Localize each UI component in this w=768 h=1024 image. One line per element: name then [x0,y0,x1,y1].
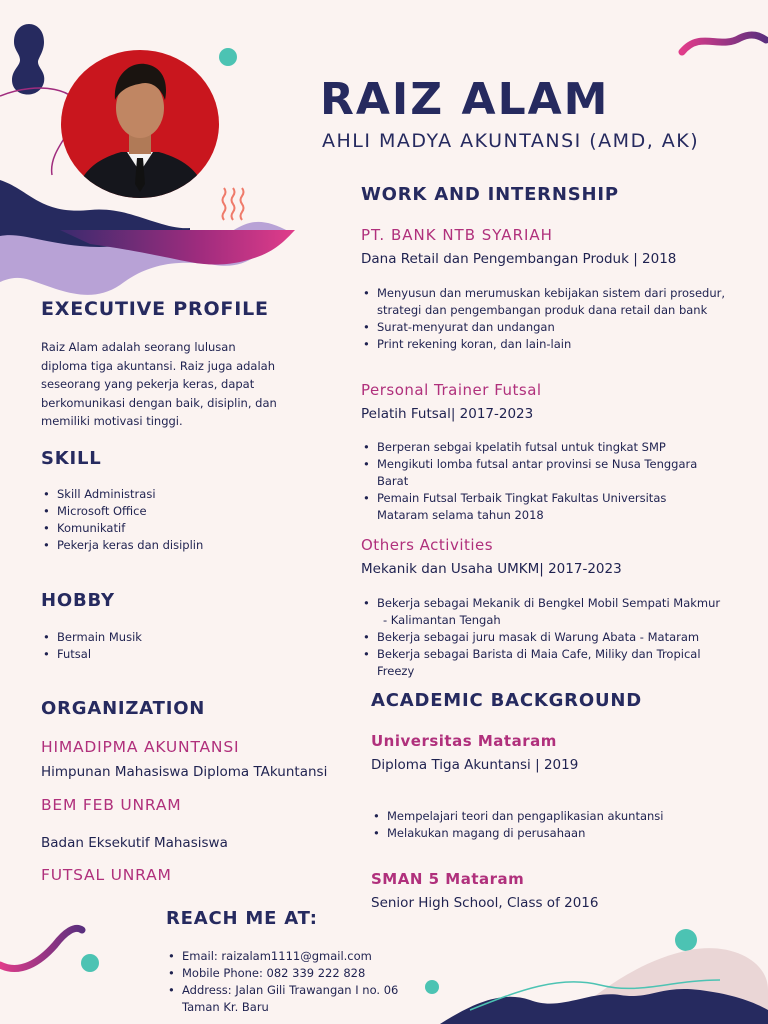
contact-list [166,948,398,999]
list-item-continuation: Freezy [377,664,415,678]
list-item: • Print rekening koran, dan lain-lain [361,336,725,353]
list-item: • Bekerja sebagai Mekanik di Bengkel Mobil Sempati Makmur [361,595,720,612]
school-detail: Diploma Tiga Akuntansi | 2019 [371,757,579,773]
coral-squiggles [223,188,244,220]
profile-heading: EXECUTIVE PROFILE [41,298,269,320]
contact-phone: • Mobile Phone: 082 339 222 828 [166,965,398,982]
list-item: • Futsal [41,646,142,663]
teal-dot-small [425,980,439,994]
org-desc: Badan Eksekutif Mahasiswa [41,835,228,851]
job-company: Personal Trainer Futsal [361,381,542,399]
org-name: FUTSAL UNRAM [41,866,172,884]
list-item: • Komunikatif [41,520,203,537]
profile-photo [61,50,219,198]
job-role: Pelatih Futsal| 2017-2023 [361,406,534,422]
list-item: • Berperan sebgai kpelatih futsal untuk tingkat SMP [361,439,697,456]
swirl-bottom-left [0,928,82,968]
profile-text [41,338,311,431]
list-item: • Pemain Futsal Terbaik Tingkat Fakultas Universitas [361,490,697,507]
school-detail: Senior High School, Class of 2016 [371,895,599,911]
job-bullets [361,595,720,680]
school-name: Universitas Mataram [371,732,557,750]
person-name: RAIZ ALAM [320,74,610,125]
job-bullets [361,439,697,524]
job-bullets [361,285,725,353]
job-company: PT. BANK NTB SYARIAH [361,226,553,244]
list-item: • Bermain Musik [41,629,142,646]
profile-line: berkomunikasi dengan baik, disiplin, dan [41,395,277,410]
profile-line: memiliki motivasi tinggi. [41,414,183,428]
contact-heading: REACH ME AT: [166,908,318,929]
teal-dot-top [219,48,237,66]
org-desc: Himpunan Mahasiswa Diploma TAkuntansi [41,764,328,780]
list-item: • Bekerja sebagai juru masak di Warung Abata - Mataram [361,629,720,646]
contact-address: • Address: Jalan Gili Trawangan I no. 06 [166,982,398,999]
list-item: • Menyusun dan merumuskan kebijakan sistem dari prosedur, [361,285,725,302]
job-company: Others Activities [361,536,494,554]
skill-list [41,486,203,554]
profile-line: seseorang yang pekerja keras, dapat [41,377,255,391]
list-item: • Melakukan magang di perusahaan [371,825,663,842]
swirl-top-right [682,35,766,52]
teal-dot-bottom-left [81,954,99,972]
school-bullets [371,808,663,842]
work-heading: WORK AND INTERNSHIP [361,184,619,205]
teal-dot-bottom-right [675,929,697,951]
list-item: • Skill Administrasi [41,486,203,503]
list-item-continuation: Barat [377,474,409,488]
profile-line: diploma tiga akuntansi. Raiz juga adalah [41,358,275,373]
org-name: BEM FEB UNRAM [41,796,182,814]
org-name: HIMADIPMA AKUNTANSI [41,738,240,756]
school-name: SMAN 5 Mataram [371,870,525,888]
list-item-continuation: - Kalimantan Tengah [383,613,501,627]
list-item: • Microsoft Office [41,503,203,520]
profile-line: Raiz Alam adalah seorang lulusan [41,340,236,354]
navy-blob-top-left [12,24,44,95]
person-title: AHLI MADYA AKUNTANSI (AMD, AK) [322,130,700,152]
person-silhouette [61,50,219,198]
skill-heading: SKILL [41,448,102,469]
academic-heading: ACADEMIC BACKGROUND [371,690,642,711]
list-item-continuation: Mataram selama tahun 2018 [377,508,544,522]
list-item: • Mempelajari teori dan pengaplikasian akuntansi [371,808,663,825]
contact-email: • Email: raizalam1111@gmail.com [166,948,398,965]
list-item: • Surat-menyurat dan undangan [361,319,725,336]
hobby-heading: HOBBY [41,590,115,611]
list-item [361,302,725,319]
list-item: • Pekerja keras dan disiplin [41,537,203,554]
job-role: Mekanik dan Usaha UMKM| 2017-2023 [361,561,622,577]
contact-address-line2: Taman Kr. Baru [182,1000,269,1014]
list-item-continuation: strategi dan pengembangan produk dana retail dan bank [377,303,708,317]
organization-heading: ORGANIZATION [41,698,206,719]
job-role: Dana Retail dan Pengembangan Produk | 2018 [361,251,677,267]
list-item: • Mengikuti lomba futsal antar provinsi se Nusa Tenggara [361,456,697,473]
hobby-list [41,629,142,663]
list-item: • Bekerja sebagai Barista di Maia Cafe, Miliky dan Tropical [361,646,720,663]
